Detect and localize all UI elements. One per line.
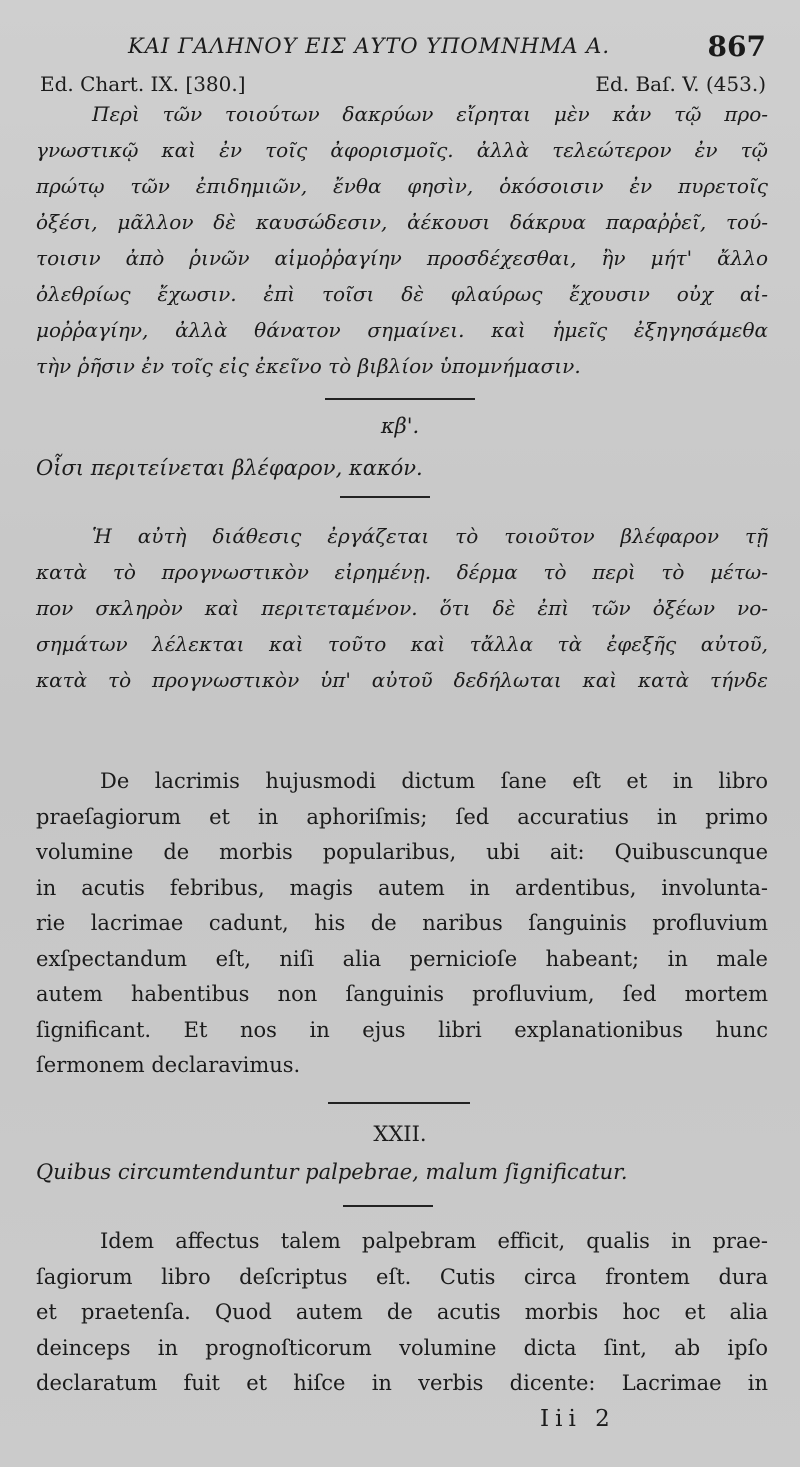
text-line: τὴν ῥῆσιν ἐν τοῖς εἰς ἐκεῖνο τὸ βιβλίον ὑπομνήμασιν. <box>36 354 581 378</box>
text-line: praeſagiorum et in aphoriſmis; ſed accuratius in primo <box>36 804 768 829</box>
greek-section-number: κβ'. <box>380 414 420 438</box>
greek-aphorism: Οἷσι περιτείνεται βλέφαρον, κακόν. <box>36 456 423 480</box>
signature-mark: Iii 2 <box>540 1406 616 1432</box>
page-number: 867 <box>707 30 766 63</box>
text-line: πον σκληρὸν καὶ περιτεταμένον. ὅτι δὲ ἐπὶ τῶν ὀξέων νο- <box>36 596 768 620</box>
text-line: κατὰ τὸ προγνωστικὸν εἰρημένῃ. δέρμα τὸ περὶ τὸ μέτω- <box>36 560 768 584</box>
edition-reference-right: Ed. Baſ. V. (453.) <box>595 72 766 96</box>
text-line: τοισιν ἀπὸ ῥινῶν αἱμοῤῥαγίην προσδέχεσθαι, ἢν μήτ' ἄλλο <box>36 246 768 270</box>
text-line: Περὶ τῶν τοιούτων δακρύων εἴρηται μὲν κἀν τῷ προ- <box>92 102 768 126</box>
text-line: rie lacrimae cadunt, his de naribus ſanguinis profluvium <box>36 911 768 935</box>
latin-paragraph-1 <box>36 764 768 1084</box>
section-divider <box>328 1102 470 1104</box>
text-line: ſermonem declaravimus. <box>36 1053 301 1077</box>
text-line: et praetenſa. Quod autem de acutis morbis hoc et alia <box>36 1300 768 1324</box>
text-line: autem habentibus non ſanguinis profluvium, ſed mortem <box>36 982 768 1006</box>
text-line: deinceps in prognoſticorum volumine dicta ſint, ab ipſo <box>36 1335 768 1360</box>
text-line: in acutis febribus, magis autem in ardentibus, involunta- <box>36 875 768 900</box>
latin-paragraph-2 <box>36 1224 768 1402</box>
greek-paragraph-2 <box>36 518 768 698</box>
text-line: κατὰ τὸ προγνωστικὸν ὑπ' αὐτοῦ δεδήλωται καὶ κατὰ τήνδε <box>36 668 768 692</box>
text-line: σημάτων λέλεκται καὶ τοῦτο καὶ τἄλλα τὰ ἐφεξῆς αὐτοῦ, <box>36 632 768 656</box>
text-line: ſignificant. Et nos in ejus libri explanationibus hunc <box>36 1017 768 1042</box>
text-line: γνωστικῷ καὶ ἐν τοῖς ἀφορισμοῖς. ἀλλὰ τελεώτερον ἐν τῷ <box>36 138 768 162</box>
section-divider <box>325 398 475 400</box>
text-line: declaratum fuit et hiſce in verbis dicente: Lacrimae in <box>36 1371 768 1395</box>
edition-reference-left: Ed. Chart. IX. [380.] <box>40 72 246 96</box>
greek-paragraph-1 <box>36 96 768 384</box>
aphorism-divider <box>343 1205 433 1207</box>
text-line: ὀξέσι, μᾶλλον δὲ καυσώδεσιν, ἀέκουσι δάκρυα παραῤῥεῖ, τού- <box>36 210 768 234</box>
text-line: ſagiorum libro deſcriptus eſt. Cutis circa frontem dura <box>36 1264 768 1289</box>
text-line: πρώτῳ τῶν ἐπιδημιῶν, ἔνθα φησὶν, ὁκόσοισιν ἐν πυρετοῖς <box>36 174 768 198</box>
latin-section-number: XXII. <box>373 1122 427 1146</box>
latin-aphorism: Quibus circumtenduntur palpebrae, malum ſignificatur. <box>36 1160 628 1184</box>
text-line: volumine de morbis popularibus, ubi ait: Quibuscunque <box>36 840 768 864</box>
text-line: Ἡ αὐτὴ διάθεσις ἐργάζεται τὸ τοιοῦτον βλέφαρον τῇ <box>92 524 768 548</box>
text-line: μοῤῥαγίην, ἀλλὰ θάνατον σημαίνει. καὶ ἡμεῖς ἐξηγησάμεθα <box>36 318 768 342</box>
text-line: Idem affectus talem palpebram efficit, qualis in prae- <box>100 1229 768 1253</box>
running-title: ΚΑΙ ΓΑΛΗΝΟΥ ΕΙΣ ΑΥΤΟ ΥΠΟΜΝΗΜΑ Α. <box>128 34 611 58</box>
aphorism-divider <box>340 496 430 498</box>
text-line: exſpectandum eſt, niſi alia pernicioſe habeant; in male <box>36 946 768 971</box>
text-line: De lacrimis hujusmodi dictum ſane eſt et in libro <box>100 769 768 793</box>
text-line: ὀλεθρίως ἔχωσιν. ἐπὶ τοῖσι δὲ φλαύρως ἔχουσιν οὐχ αἱ- <box>36 282 768 306</box>
